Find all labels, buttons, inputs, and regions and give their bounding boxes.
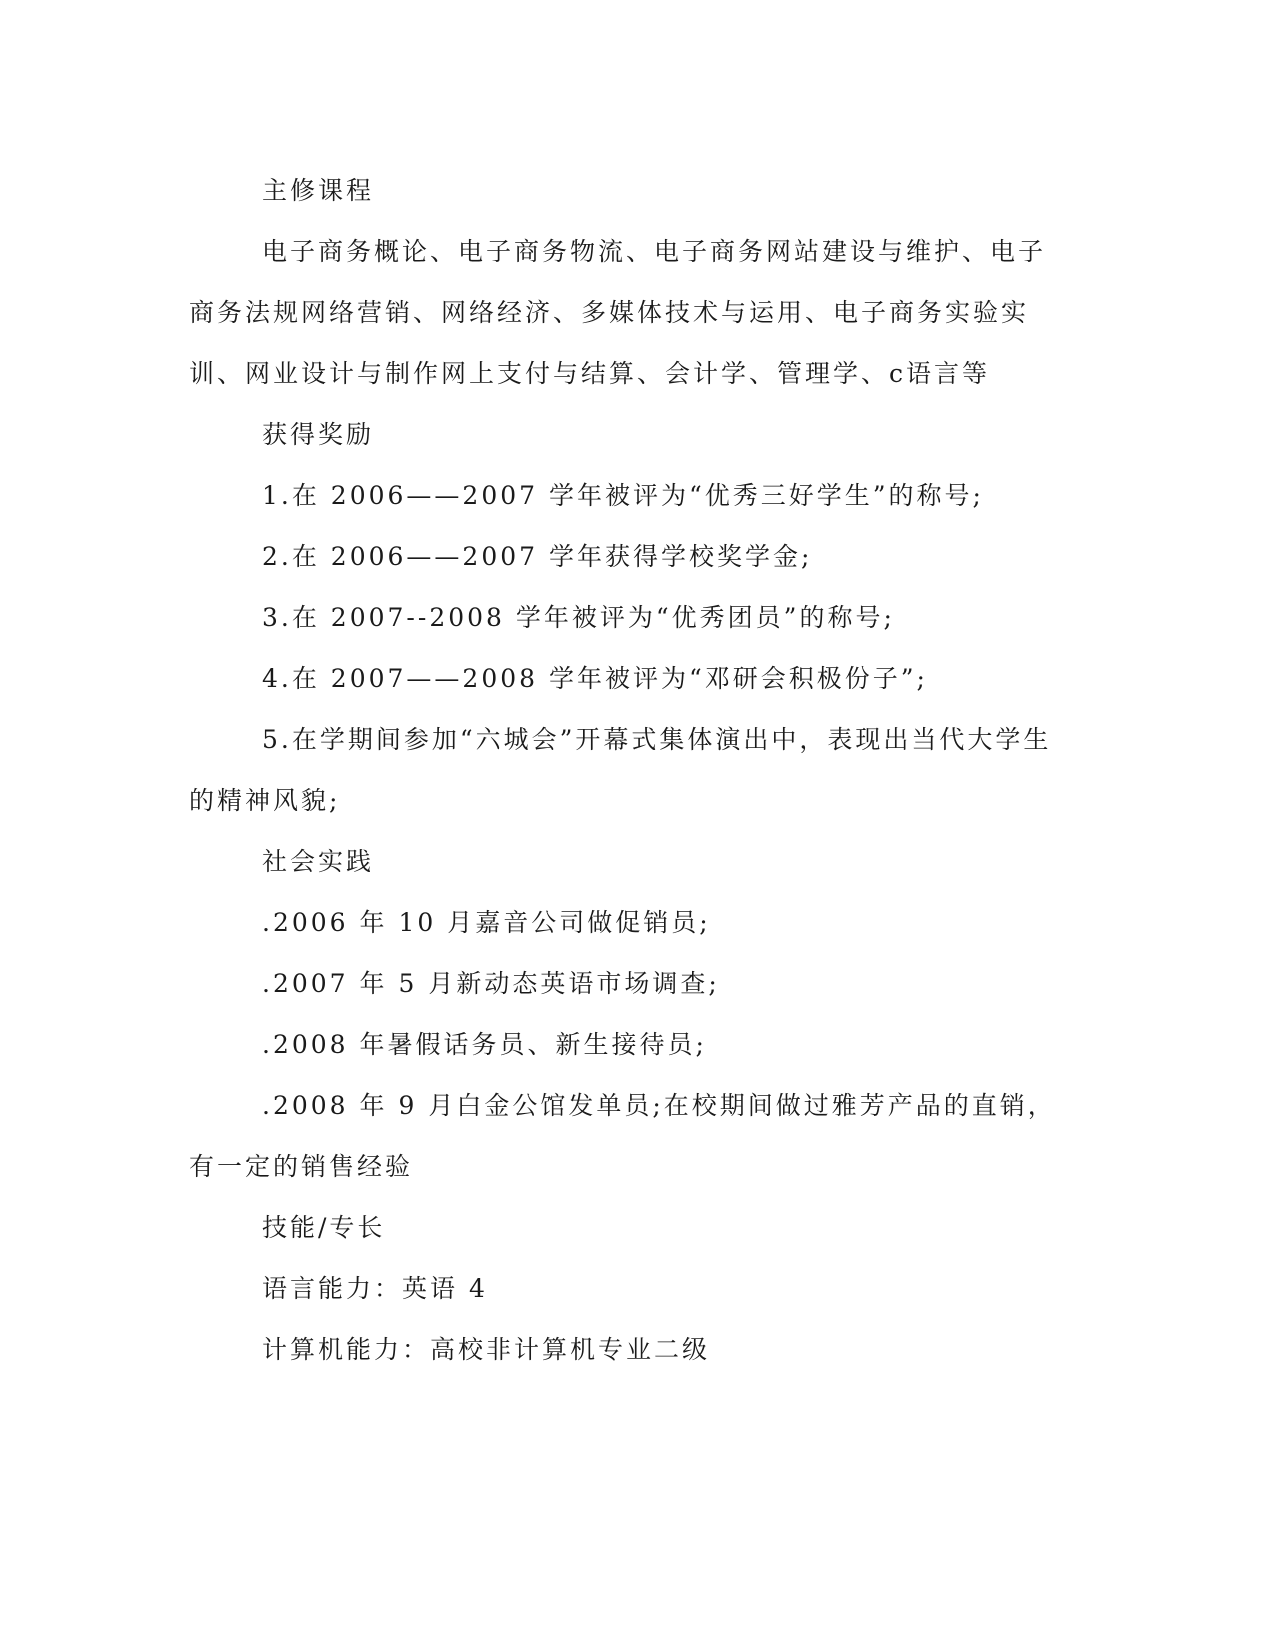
award-item: 4.在 2007——2008 学年被评为“邓研会积极份子”;: [262, 664, 928, 693]
award-item: 5.在学期间参加“六城会”开幕式集体演出中，表现出当代大学生的精神风貌;: [189, 725, 1052, 815]
practice-item: .2008 年暑假话务员、新生接待员;: [262, 1030, 707, 1059]
section-heading-skills: 技能/专长: [262, 1213, 386, 1242]
practice-item: .2007 年 5 月新动态英语市场调查;: [262, 969, 720, 998]
section-heading-awards: 获得奖励: [262, 420, 375, 449]
document-body: [189, 160, 1069, 1380]
section-heading-practice: 社会实践: [262, 847, 375, 876]
courses-paragraph: 电子商务概论、电子商务物流、电子商务网站建设与维护、电子商务法规网络营销、网络经济、多媒体技术与运用、电子商务实验实训、网业设计与制作网上支付与结算、会计学、管理学、c语言等: [189, 237, 1047, 388]
language-skill: 语言能力：英语 4: [262, 1274, 488, 1303]
award-item: 1.在 2006——2007 学年被评为“优秀三好学生”的称号;: [262, 481, 984, 510]
award-item: 2.在 2006——2007 学年获得学校奖学金;: [262, 542, 813, 571]
award-item: 3.在 2007--2008 学年被评为“优秀团员”的称号;: [262, 603, 895, 632]
practice-item: .2006 年 10 月嘉音公司做促销员;: [262, 908, 711, 937]
section-heading-courses: 主修课程: [262, 176, 375, 205]
computer-skill: 计算机能力：高校非计算机专业二级: [262, 1335, 711, 1364]
practice-item: .2008 年 9 月白金公馆发单员;在校期间做过雅芳产品的直销，有一定的销售经验: [189, 1091, 1056, 1181]
